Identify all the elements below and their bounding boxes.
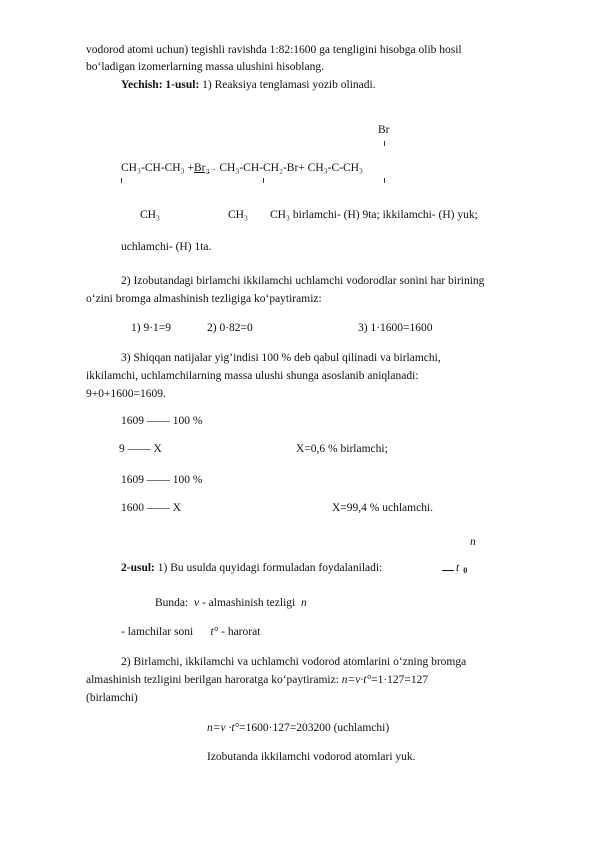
step-2b-formula: n=v·t° xyxy=(341,674,372,686)
v-description: - almashinish tezligi xyxy=(199,597,296,609)
reaction-br-top: Br xyxy=(378,124,390,136)
reaction-arrow: → xyxy=(209,165,217,173)
intro-line-2: bo‘ladigan izomerlarning massa ulushini hisoblang. xyxy=(86,61,324,73)
step-3-line-1: 3) Shiqqan natijalar yig’indisi 100 % deb qabul qilinadi va birlamchi, xyxy=(121,352,441,364)
reaction-right: CH₃-CH-CH₂-Br+ CH₃-C-CH₃ xyxy=(216,162,363,174)
reaction-tail-2: uchlamchi- (H) 1ta. xyxy=(121,241,212,253)
t-symbol: t° xyxy=(210,626,219,638)
solution-1-heading xyxy=(121,79,376,92)
bond-line xyxy=(384,178,385,183)
step-2b-line-2c: =1·127=127 xyxy=(371,674,429,686)
intro-line-1: vodorod atomi uchun) tegishli ravishda 1:82:1600 ga tengligini hisobga olib hosil xyxy=(86,44,462,56)
formula-t: t xyxy=(456,562,460,574)
solution-1-text: 1) Reaksiya tenglamasi yozib olinadi. xyxy=(199,79,376,91)
n-symbol: n xyxy=(300,597,307,609)
step-2b-formula-2: n=v ·t° xyxy=(207,722,240,734)
proportion-2b: 1600 —— X xyxy=(121,502,182,514)
v-symbol: v xyxy=(193,597,200,609)
proportion-2a: 1609 —— 100 % xyxy=(121,474,203,486)
formula-subscript: 0 xyxy=(463,566,468,575)
step-3-line-2: ikkilamchi, uchlamchilarning massa ulushi shunga asoslanib aniqlanadi: xyxy=(86,370,419,382)
step-2b-line-4b: =1600·127=203200 (uchlamchi) xyxy=(239,722,390,734)
t-description: - harorat xyxy=(218,626,261,638)
lamchilar-line xyxy=(121,626,260,639)
proportion-2-result: X=99,4 % uchlamchi. xyxy=(332,502,434,514)
formula-denominator xyxy=(456,562,467,577)
bunda-label: Bunda: xyxy=(155,597,189,609)
bond-line xyxy=(384,141,385,146)
reaction-reagent: Br₂ xyxy=(193,162,210,174)
calc-2: 2) 0·82=0 xyxy=(207,322,253,334)
proportion-1a: 1609 —— 100 % xyxy=(121,415,203,427)
substituent-ch3-b: CH₃ xyxy=(228,209,248,221)
step-2b-line-5: Izobutanda ikkilamchi vodorod atomlari yuk. xyxy=(207,751,416,763)
step-2b-line-2a: almashinish tezligini berilgan haroratga ko‘paytiramiz: xyxy=(86,674,339,686)
substituent-ch3-c: CH₃ xyxy=(270,209,290,221)
step-2b-line-2 xyxy=(86,674,428,687)
reaction-left: CH₃-CH-CH₃ + xyxy=(121,162,194,174)
substituent-line xyxy=(270,209,478,222)
formula-numerator: n xyxy=(470,536,476,548)
step-2b-line-1: 2) Birlamchi, ikkilamchi va uchlamchi vodorod atomlarini o‘zning bromga xyxy=(121,656,467,668)
n-description: - lamchilar soni xyxy=(121,626,194,638)
method-2-label: 2-usul: xyxy=(121,562,155,574)
step-2b-line-4 xyxy=(207,722,389,735)
calc-1: 1) 9·1=9 xyxy=(131,322,172,334)
method-2-line xyxy=(121,562,382,575)
proportion-1-result: X=0,6 % birlamchi; xyxy=(296,443,388,455)
substituent-ch3-a: CH₃ xyxy=(140,209,160,221)
bunda-line xyxy=(155,597,307,610)
bond-line xyxy=(121,178,122,183)
step-3-line-3: 9+0+1600=1609. xyxy=(86,388,166,400)
step-2b-line-3: (birlamchi) xyxy=(86,692,138,704)
step-2-line-2: o‘zini bromga almashinish tezligiga ko‘paytiramiz: xyxy=(86,293,322,305)
proportion-1b: 9 —— X xyxy=(119,443,162,455)
calc-3: 3) 1·1600=1600 xyxy=(358,322,433,334)
step-2-line-1: 2) Izobutandagi birlamchi ikkilamchi uchlamchi vodorodlar sonini har birining xyxy=(121,275,485,287)
bond-line xyxy=(263,178,264,183)
method-2-text: 1) Bu usulda quyidagi formuladan foydalaniladi: xyxy=(154,562,383,574)
reaction-equation xyxy=(121,162,363,176)
solution-1-label: Yechish: 1-usul: xyxy=(121,79,200,91)
reaction-tail: birlamchi- (H) 9ta; ikkilamchi- (H) yuk; xyxy=(292,209,478,221)
fraction-bar xyxy=(442,570,454,571)
